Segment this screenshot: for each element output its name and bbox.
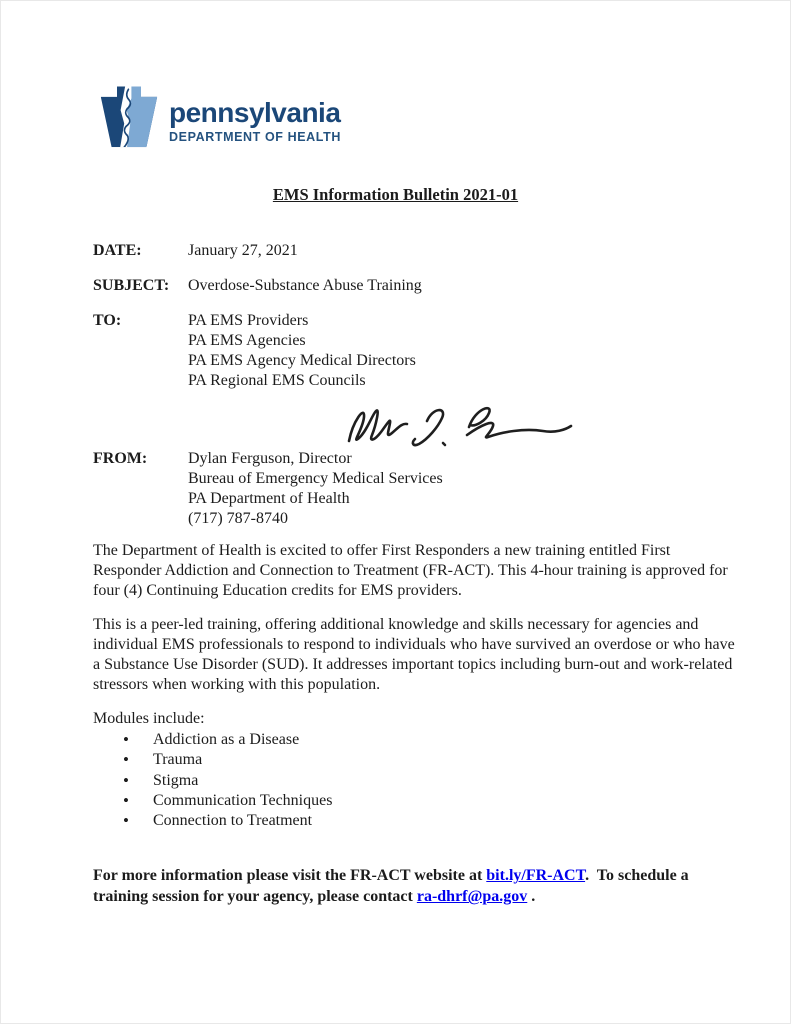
from-line: Dylan Ferguson, Director — [188, 450, 352, 467]
to-recipient: PA EMS Agency Medical Directors — [188, 352, 416, 369]
body-paragraph-1: The Department of Health is excited to offer First Responders a new training entitled First Responder Addiction and Connection to Treatment (FR-ACT). This 4-hour training is approved for four (4) Continuing Education credits for EMS providers. — [93, 542, 728, 599]
logo-text — [169, 85, 341, 145]
body-paragraph-2: This is a peer-led training, offering additional knowledge and skills necessary for agencies and individual EMS professionals to respond to individuals who have survived an overdose or who have a Substance Use Disorder (SUD). It addresses important topics including burn-out and work-related stressors when working with this population. — [93, 616, 735, 693]
footer-text-after-link: . — [527, 888, 536, 906]
modules-heading: Modules include: — [93, 710, 205, 727]
module-item: • Stigma — [93, 771, 736, 791]
module-item: • Trauma — [93, 750, 736, 770]
memo-row-from — [93, 449, 736, 529]
from-line: Bureau of Emergency Medical Services — [188, 470, 443, 487]
memo-row-subject — [93, 276, 736, 296]
contact-email-link[interactable]: ra-dhrf@pa.gov — [416, 888, 528, 906]
module-item: • Connection to Treatment — [93, 811, 736, 831]
footer-text-between-links: . To schedule a training session for your agency, please contact — [93, 867, 689, 906]
fr-act-website-link[interactable]: bit.ly/FR-ACT — [486, 867, 586, 885]
date-label: DATE: — [93, 242, 142, 259]
to-label: TO: — [93, 312, 122, 329]
logo-brand-name: pennsylvania — [169, 97, 341, 128]
logo-department-name: DEPARTMENT OF HEALTH — [169, 130, 341, 144]
date-value: January 27, 2021 — [188, 242, 298, 259]
modules-list — [93, 730, 736, 831]
from-label: FROM: — [93, 450, 148, 467]
memo-row-date — [93, 241, 736, 261]
module-item: • Addiction as a Disease — [93, 730, 736, 750]
subject-label: SUBJECT: — [93, 277, 170, 294]
from-values — [188, 449, 736, 529]
keystone-caduceus-icon — [99, 85, 159, 159]
from-line: (717) 787-8740 — [188, 510, 288, 527]
from-line: PA Department of Health — [188, 490, 350, 507]
to-recipient: PA EMS Agencies — [188, 332, 306, 349]
to-recipient: PA EMS Providers — [188, 312, 309, 329]
to-values — [188, 311, 736, 391]
memo-row-to — [93, 311, 736, 391]
pa-doh-logo — [99, 85, 736, 161]
bulletin-title: EMS Information Bulletin 2021-01 — [272, 185, 519, 204]
to-recipient: PA Regional EMS Councils — [188, 372, 366, 389]
signature-image — [339, 397, 577, 457]
footer-text-before-link: For more information please visit the FR-ACT website at — [93, 867, 487, 885]
footer-info — [93, 865, 745, 907]
module-item: • Communication Techniques — [93, 791, 736, 811]
subject-value: Overdose-Substance Abuse Training — [188, 277, 422, 294]
